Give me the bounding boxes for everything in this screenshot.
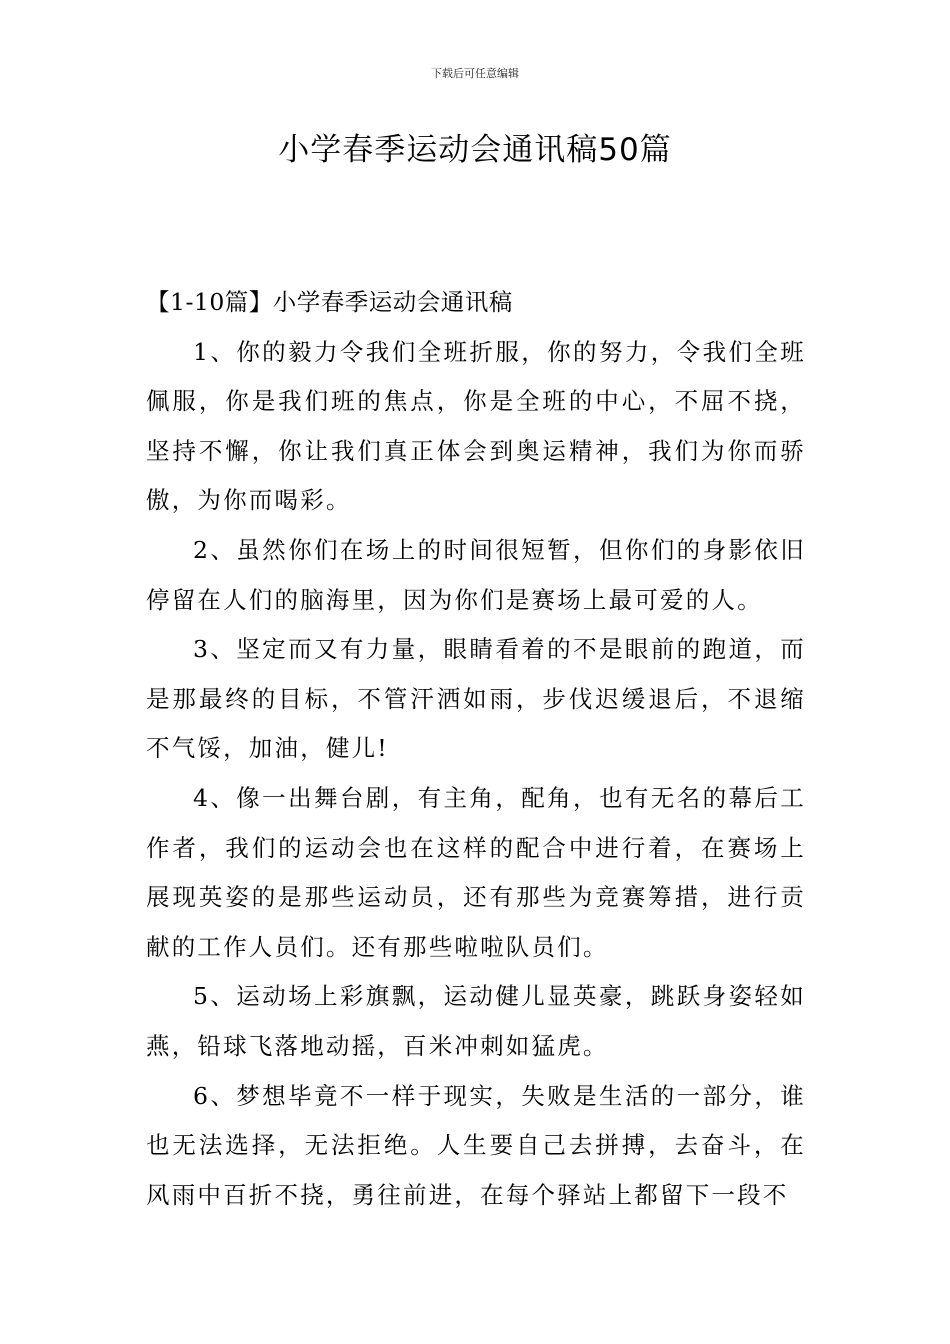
paragraph-2: 2、虽然你们在场上的时间很短暂，但你们的身影依旧停留在人们的脑海里，因为你们是赛场上最可爱的人。 bbox=[146, 535, 806, 614]
document-body bbox=[146, 278, 806, 1220]
header-note: 下载后可任意编辑 bbox=[431, 67, 519, 80]
document-title: 小学春季运动会通讯稿50篇 bbox=[278, 132, 672, 168]
paragraph-4: 4、像一出舞台剧，有主角，配角，也有无名的幕后工作者，我们的运动会也在这样的配合中进行着，在赛场上展现英姿的是那些运动员，还有那些为竞赛筹措，进行贡献的工作人员们。还有那些啦啦队员们。 bbox=[146, 783, 806, 961]
paragraph-6: 6、梦想毕竟不一样于现实，失败是生活的一部分，谁也无法选择，无法拒绝。人生要自己去拼搏，去奋斗，在风雨中百折不挠，勇往前进，在每个驿站上都留下一段不 bbox=[146, 1081, 806, 1209]
paragraph-1: 1、你的毅力令我们全班折服，你的努力，令我们全班佩服，你是我们班的焦点，你是全班的中心，不屈不挠，坚持不懈，你让我们真正体会到奥运精神，我们为你而骄傲，为你而喝彩。 bbox=[146, 337, 806, 515]
section-heading: 【1-10篇】小学春季运动会通讯稿 bbox=[146, 288, 513, 316]
paragraph-5: 5、运动场上彩旗飘，运动健儿显英豪，跳跃身姿轻如燕，铅球飞落地动摇，百米冲刺如猛虎。 bbox=[146, 982, 806, 1060]
paragraph-3: 3、坚定而又有力量，眼睛看着的不是眼前的跑道，而是那最终的目标，不管汗洒如雨，步伐迟缓退后，不退缩不气馁，加油，健儿! bbox=[146, 635, 806, 763]
